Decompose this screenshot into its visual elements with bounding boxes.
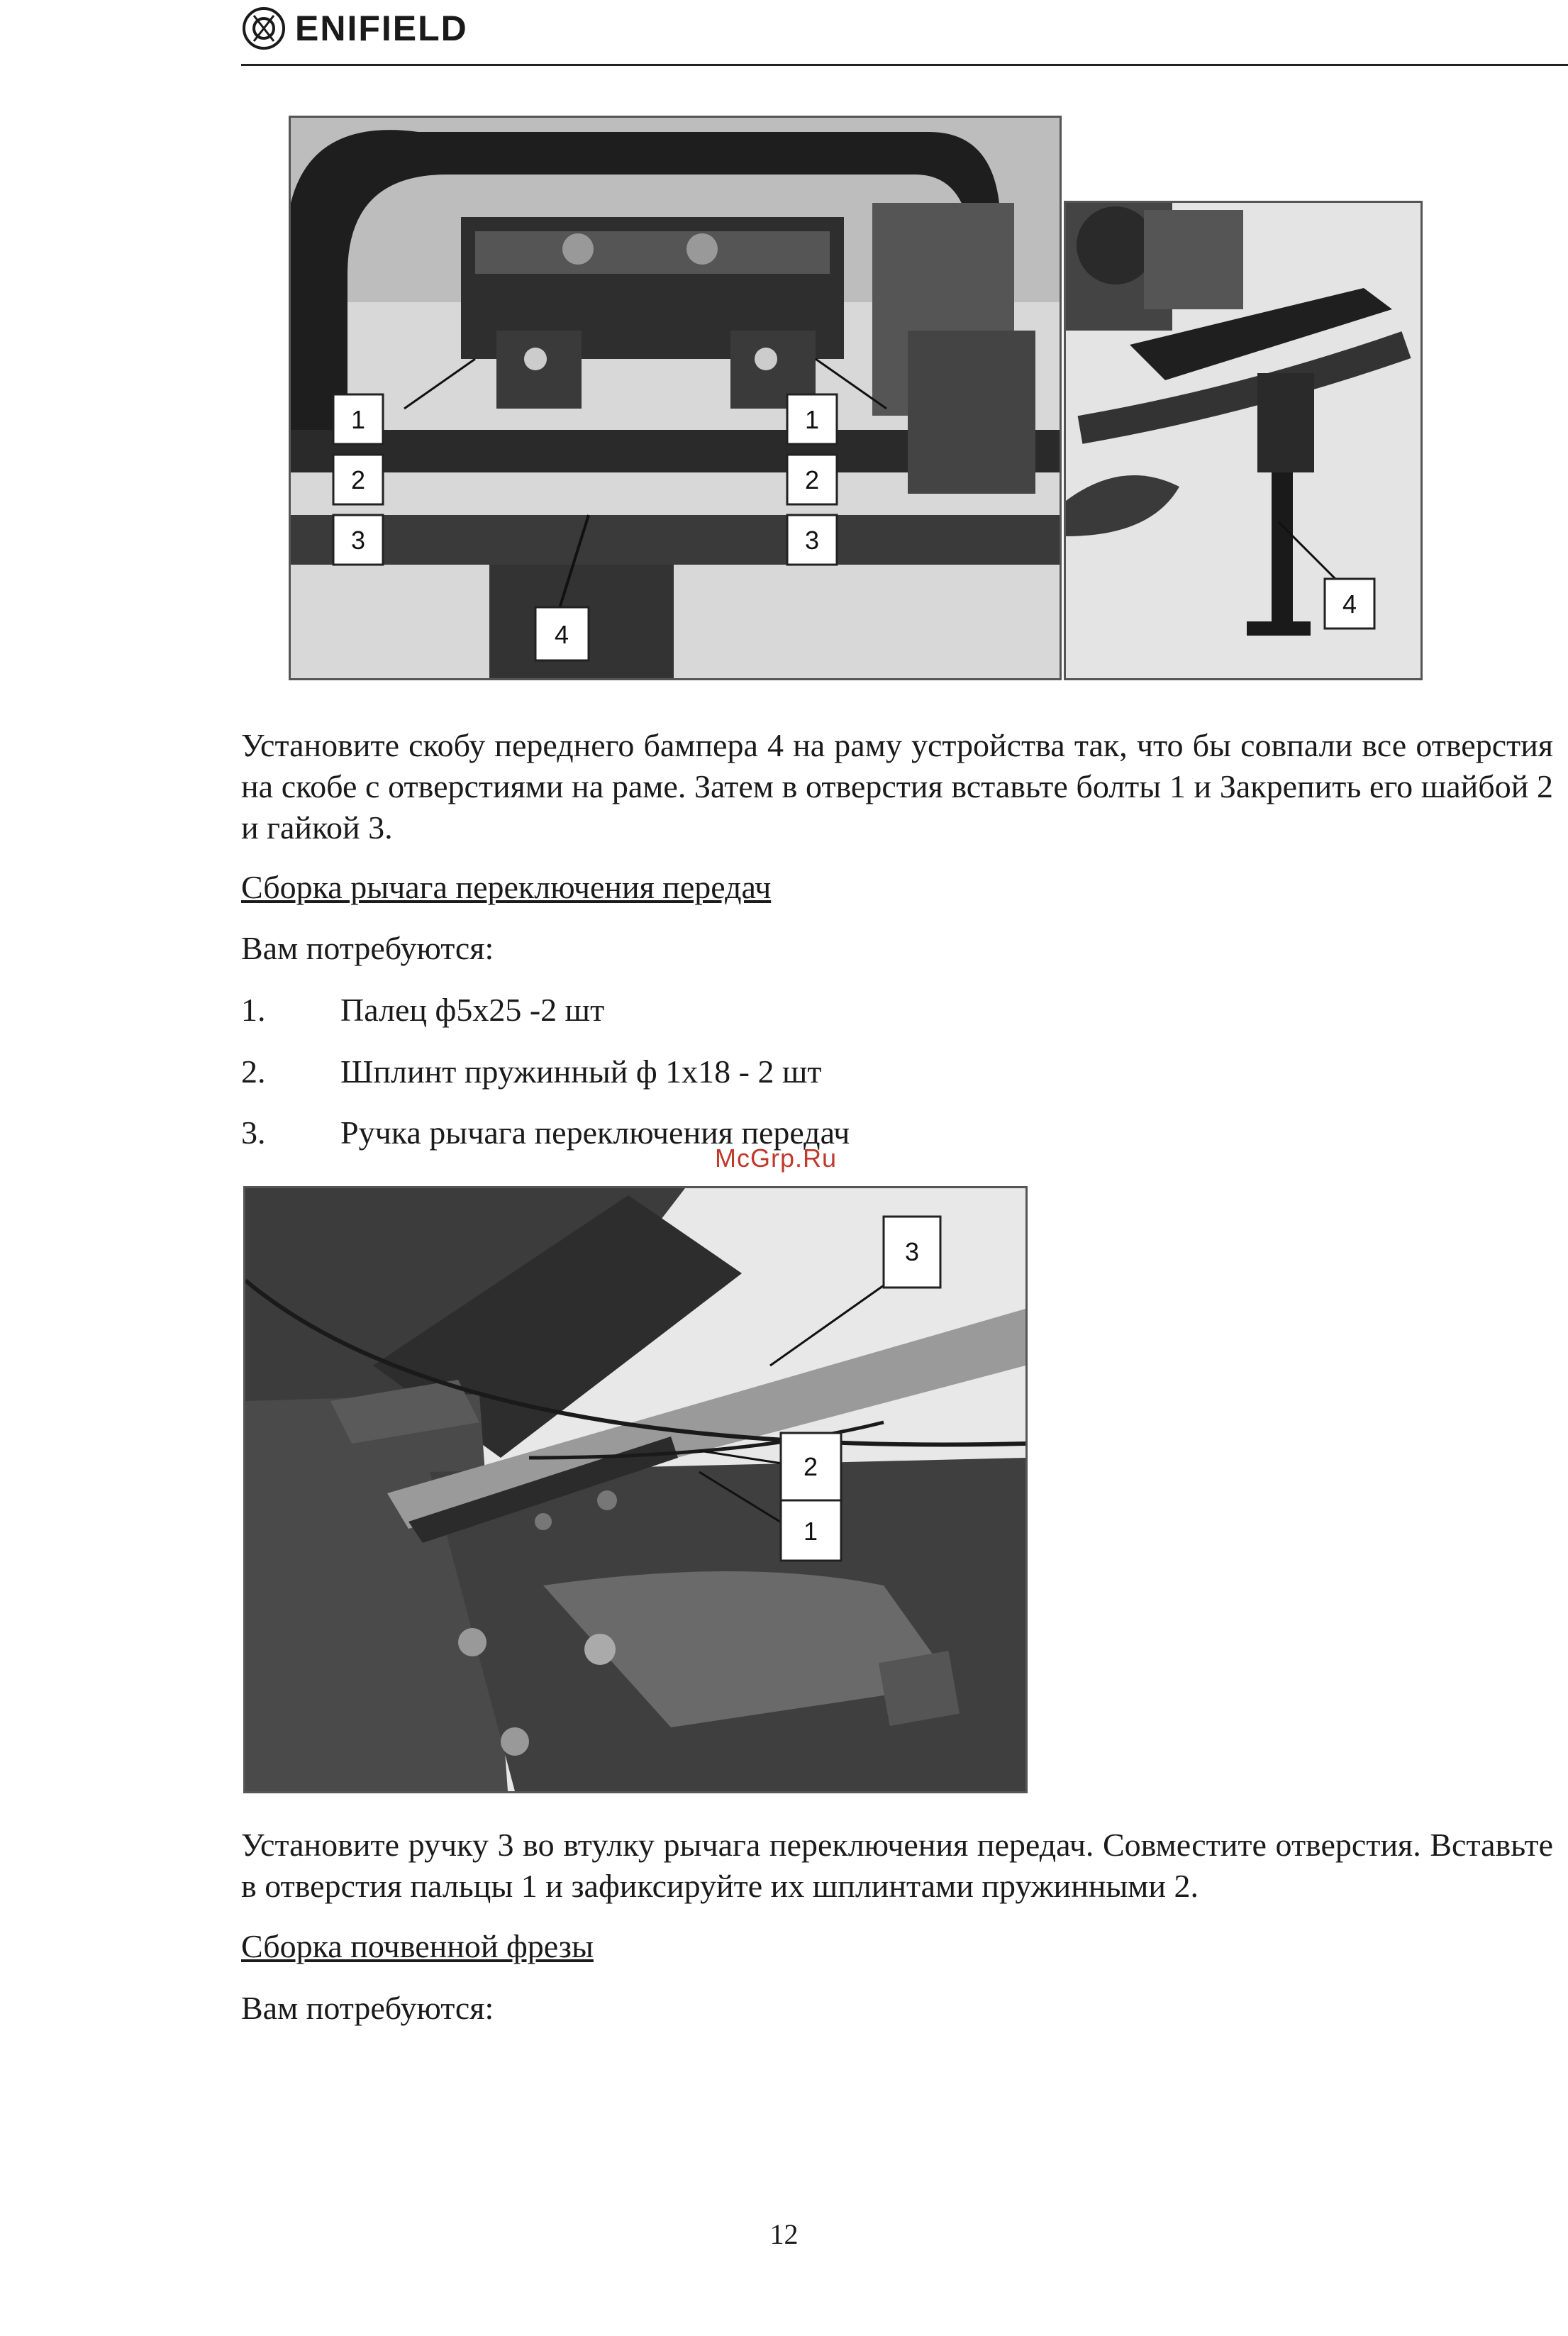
tiller-section-title: Сборка почвенной фрезы — [241, 1928, 594, 1964]
svg-text:2: 2 — [804, 465, 820, 494]
callout-box — [333, 515, 383, 565]
svg-text:2: 2 — [803, 1452, 818, 1481]
gear-lever-section-title: Сборка рычага переключения передач — [241, 869, 772, 905]
bumper-bracket-photo — [289, 116, 1062, 680]
svg-text:3: 3 — [904, 1237, 920, 1266]
list-item-text: Ручка рычага переключения передач — [340, 1114, 850, 1151]
list-item-number: 2. — [241, 1053, 266, 1090]
gear-lever-instruction-text: Установите ручку 3 во втулку рычага переключения передач. Совместите отверстия. Вставьте в отверстия пальцы 1 и зафиксируйте их шплинтами пружинными 2. — [241, 1827, 1553, 1904]
brand-name: ENIFIELD — [295, 9, 468, 48]
watermark: McGrp.Ru — [715, 1144, 838, 1173]
list-item-number: 3. — [241, 1114, 266, 1151]
list-item-text: Палец ф5х25 -2 шт — [340, 992, 605, 1028]
list-item-text: Шплинт пружинный ф 1х18 - 2 шт — [340, 1053, 822, 1090]
bumper-instruction-text: Установите скобу переднего бампера 4 на раму устройства так, что бы совпали все отверстия на скобе с отверстиями на раме. Затем в отверстия вставьте болты 1 и Закрепить его шайбой 2 и гайкой 3. — [241, 727, 1553, 846]
svg-text:1: 1 — [803, 1517, 818, 1546]
callout-box — [787, 515, 837, 565]
callout-box — [884, 1217, 940, 1288]
page-header — [241, 0, 1568, 71]
header-divider — [241, 64, 1568, 66]
callout-box — [333, 455, 383, 504]
enifield-logo-icon — [241, 6, 287, 51]
list-item-number: 1. — [241, 992, 266, 1028]
svg-text:1: 1 — [350, 405, 366, 434]
page-number: 12 — [769, 2218, 799, 2250]
brand-logo — [241, 6, 468, 51]
callout-box — [1325, 579, 1374, 629]
gear-lever-need-label: Вам потребуются: — [241, 930, 494, 966]
callout-box — [787, 455, 837, 504]
callout-box — [333, 394, 383, 444]
callout-box — [535, 607, 589, 660]
svg-text:2: 2 — [350, 465, 366, 494]
gear-lever-photo — [243, 1186, 1028, 1793]
svg-text:4: 4 — [554, 620, 569, 649]
callout-box — [781, 1433, 841, 1500]
tiller-need-label: Вам потребуются: — [241, 1990, 494, 2026]
svg-text:3: 3 — [350, 526, 366, 555]
svg-text:3: 3 — [804, 526, 820, 555]
svg-text:1: 1 — [804, 405, 820, 434]
side-stand-photo — [1064, 201, 1423, 680]
svg-text:4: 4 — [1342, 589, 1357, 619]
callout-box — [787, 394, 837, 444]
callout-box — [781, 1500, 841, 1561]
